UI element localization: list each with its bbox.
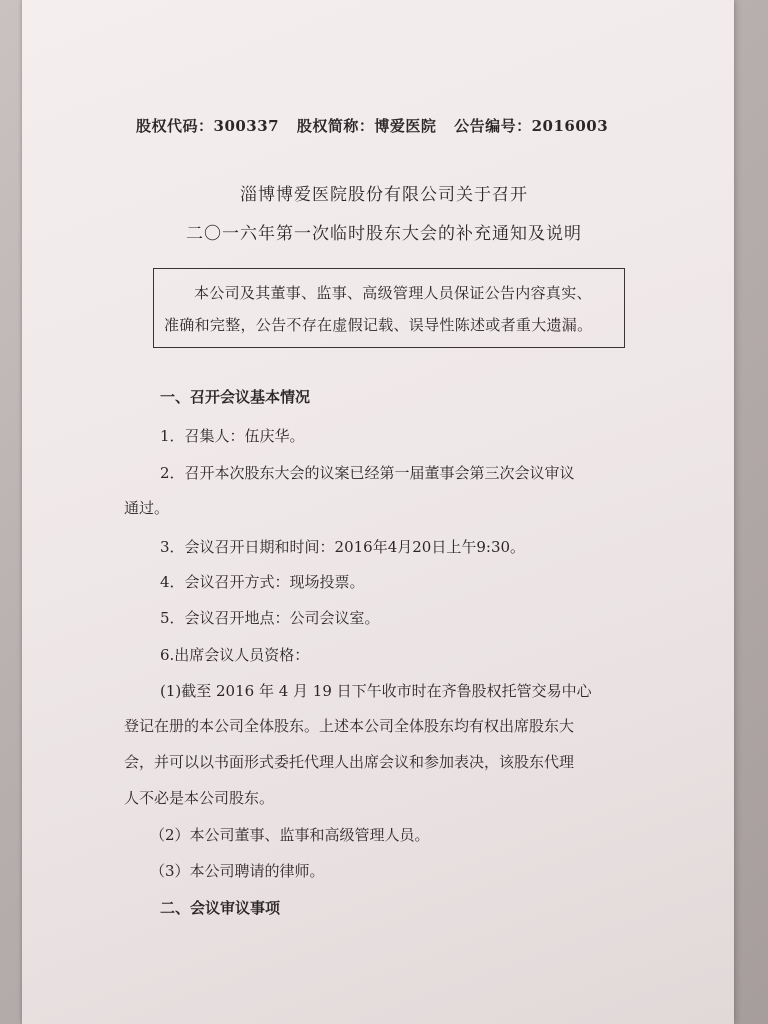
section1-heading: 一、召开会议基本情况	[160, 388, 311, 406]
sub-3: （3）本公司聘请的律师。	[150, 862, 325, 880]
item-1: 1．召集人：伍庆华。	[160, 427, 305, 445]
sub-1-line-3: 会，并可以以书面形式委托代理人出席会议和参加表决，该股东代理	[124, 753, 575, 771]
header-line	[136, 115, 620, 136]
section2-heading: 二、会议审议事项	[160, 899, 281, 917]
sub-1-line-4: 人不必是本公司股东。	[124, 789, 275, 807]
sub-1-line-2: 登记在册的本公司全体股东。上述本公司全体股东均有权出席股东大	[124, 717, 575, 735]
item-2-line-1: 2．召开本次股东大会的议案已经第一届董事会第三次会议审议	[160, 464, 575, 482]
item-3: 3．会议召开日期和时间：2016年4月20日上午9:30。	[160, 538, 526, 556]
item-5: 5．会议召开地点：公司会议室。	[160, 609, 380, 627]
notice-number: 公告编号：2016003	[454, 117, 609, 135]
item-4: 4．会议召开方式：现场投票。	[160, 573, 365, 591]
stock-code: 股权代码：300337	[136, 117, 280, 135]
stock-name: 股权简称：博爱医院	[296, 117, 437, 135]
sub-1-line-1: (1)截至 2016 年 4 月 19 日下午收市时在齐鲁股权托管交易中心	[160, 682, 592, 700]
sub-2: （2）本公司董事、监事和高级管理人员。	[150, 826, 430, 844]
item-2-line-2: 通过。	[124, 499, 170, 517]
item-6: 6.出席会议人员资格：	[160, 646, 310, 664]
notice-line-2: 准确和完整，公告不存在虚假记载、误导性陈述或者重大遗漏。	[164, 316, 593, 334]
notice-line-1: 本公司及其董事、监事、高级管理人员保证公告内容真实、	[194, 284, 592, 302]
title-line-2: 二〇一六年第一次临时股东大会的补充通知及说明	[186, 224, 582, 244]
notice-box	[153, 268, 625, 348]
title-line-1: 淄博博爱医院股份有限公司关于召开	[240, 185, 528, 205]
